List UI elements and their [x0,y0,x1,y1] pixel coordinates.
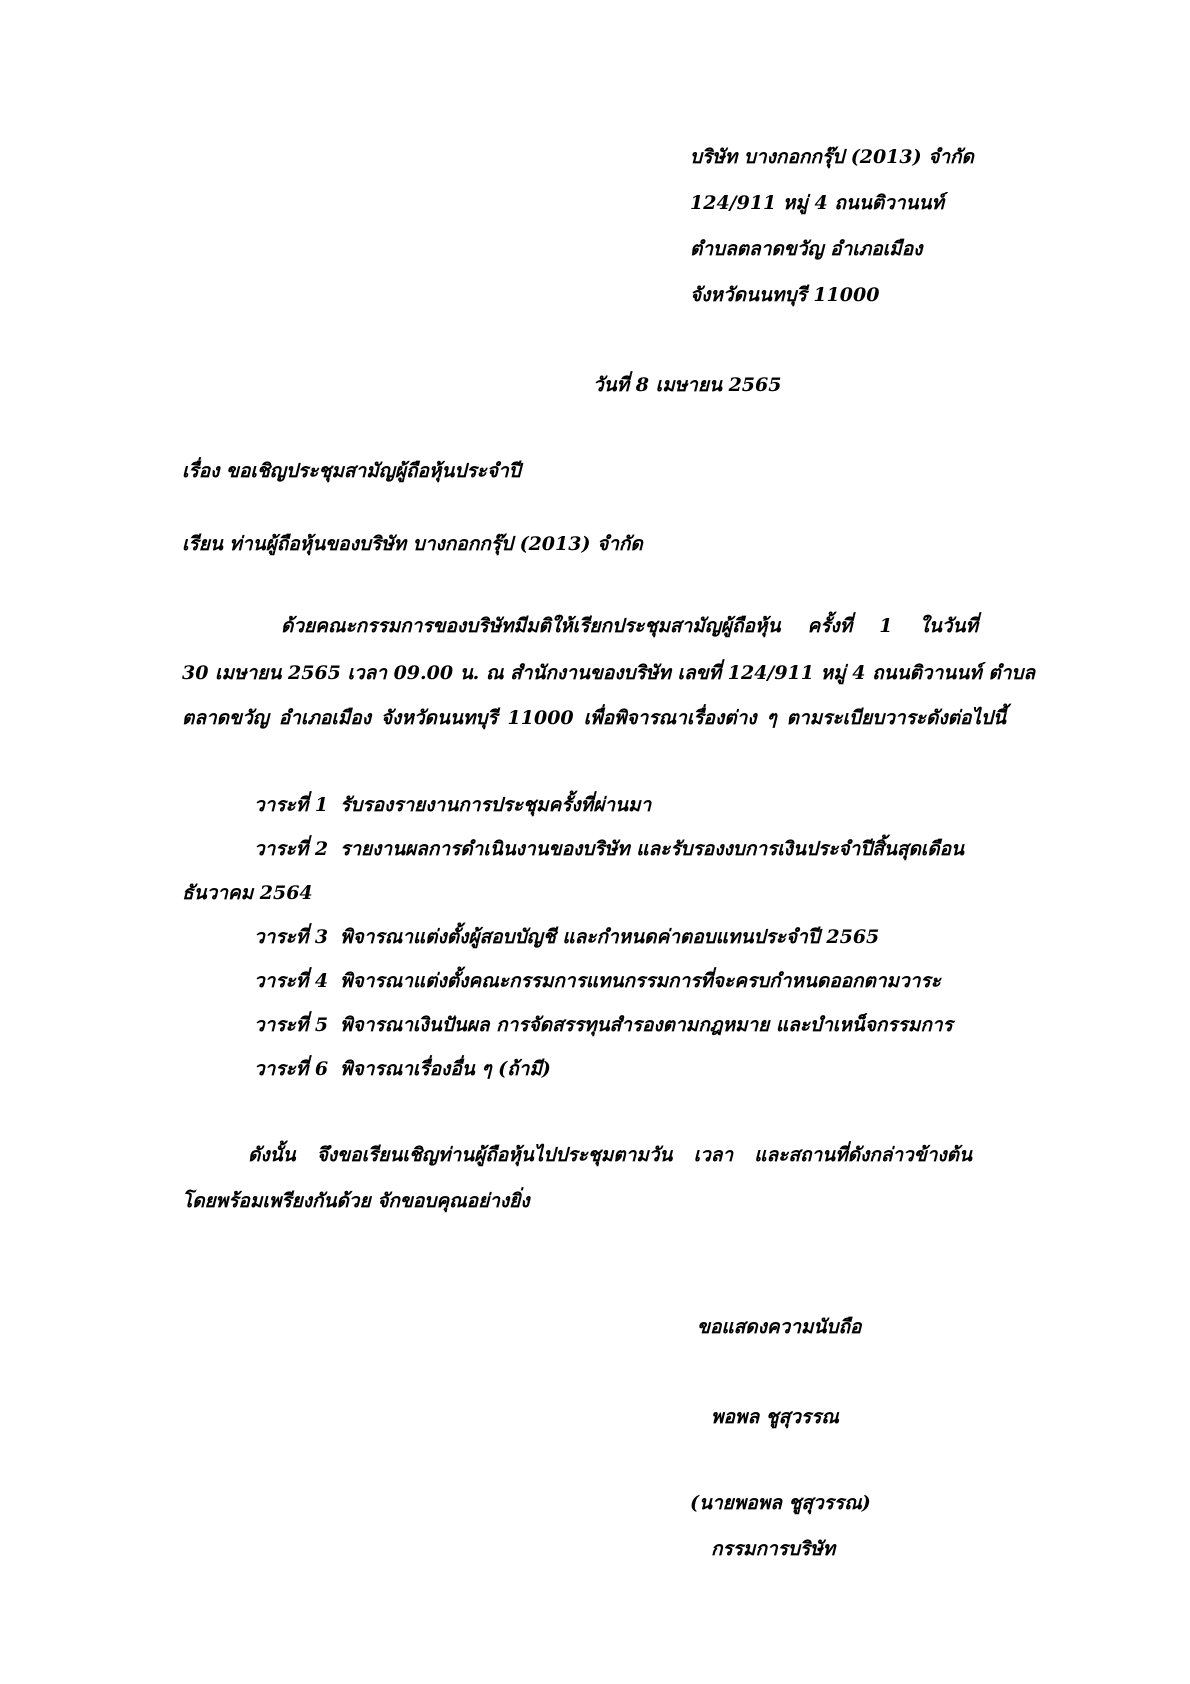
agenda-item-2-continuation: ธันวาคม 2564 [182,882,313,904]
signature-signed-name: พอพล ชูสุวรรณ [711,1406,839,1428]
closing-line-2: โดยพร้อมเพรียงกันด้วย จักขอบคุณอย่างยิ่ง [182,1190,530,1212]
closing-line-1: ดังนั้น จึงขอเรียนเชิญท่านผู้ถือหุ้นไปประชุมตามวัน เวลา และสถานที่ดังกล่าวข้างต้น [248,1144,972,1166]
agenda-item-5 [254,1016,953,1035]
letter-recipient: เรียน ท่านผู้ถือหุ้นของบริษัท บางกอกกรุ๊ป (2013) จำกัด [182,533,643,555]
sender-address-line3: จังหวัดนนทบุรี 11000 [690,284,880,306]
agenda-text: พิจารณาเงินปันผล การจัดสรรทุนสำรองตามกฎหมาย และบำเหน็จกรรมการ [340,1014,953,1036]
agenda-label: วาระที่ 4 [254,970,329,992]
agenda-text: พิจารณาเรื่องอื่น ๆ (ถ้ามี) [340,1058,551,1080]
letter-subject: เรื่อง ขอเชิญประชุมสามัญผู้ถือหุ้นประจำปี [182,460,521,482]
agenda-text: พิจารณาแต่งตั้งคณะกรรมการแทนกรรมการที่จะครบกำหนดออกตามวาระ [340,970,941,992]
intro-line-3: ตลาดขวัญ อำเภอเมือง จังหวัดนนทบุรี 11000 เพื่อพิจารณาเรื่องต่าง ๆ ตามระเบียบวาระดังต่อไปนี้ [182,707,1006,729]
sender-company: บริษัท บางกอกกรุ๊ป (2013) จำกัด [690,146,974,168]
agenda-label: วาระที่ 6 [254,1058,329,1080]
agenda-item-1 [254,796,651,815]
agenda-text: พิจารณาแต่งตั้งผู้สอบบัญชี และกำหนดค่าตอบแทนประจำปี 2565 [340,926,880,948]
agenda-item-4 [254,972,941,991]
agenda-item-2 [254,840,964,859]
agenda-label: วาระที่ 2 [254,838,329,860]
agenda-label: วาระที่ 5 [254,1014,329,1036]
signature-regards: ขอแสดงความนับถือ [697,1316,862,1338]
agenda-item-3 [254,928,879,947]
agenda-text: รายงานผลการดำเนินงานของบริษัท และรับรองงบการเงินประจำปีสิ้นสุดเดือน [340,838,965,860]
sender-address-line2: ตำบลตลาดขวัญ อำเภอเมือง [690,238,923,260]
intro-line-2: 30 เมษายน 2565 เวลา 09.00 น. ณ สำนักงานของบริษัท เลขที่ 124/911 หมู่ 4 ถนนติวานนท์ ตำบล [182,662,1036,684]
agenda-text: รับรองรายงานการประชุมครั้งที่ผ่านมา [340,794,652,816]
intro-line-1: ด้วยคณะกรรมการของบริษัทมีมติให้เรียกประชุมสามัญผู้ถือหุ้น ครั้งที่ 1 ในวันที่ [281,615,978,637]
signature-title: กรรมการบริษัท [711,1538,836,1560]
letter-date: วันที่ 8 เมษายน 2565 [593,374,782,396]
sender-address-line1: 124/911 หมู่ 4 ถนนติวานนท์ [690,192,945,214]
agenda-label: วาระที่ 3 [254,926,329,948]
agenda-item-6 [254,1060,551,1079]
agenda-label: วาระที่ 1 [254,794,329,816]
signature-printed-name: (นายพอพล ชูสุวรรณ) [690,1492,871,1514]
